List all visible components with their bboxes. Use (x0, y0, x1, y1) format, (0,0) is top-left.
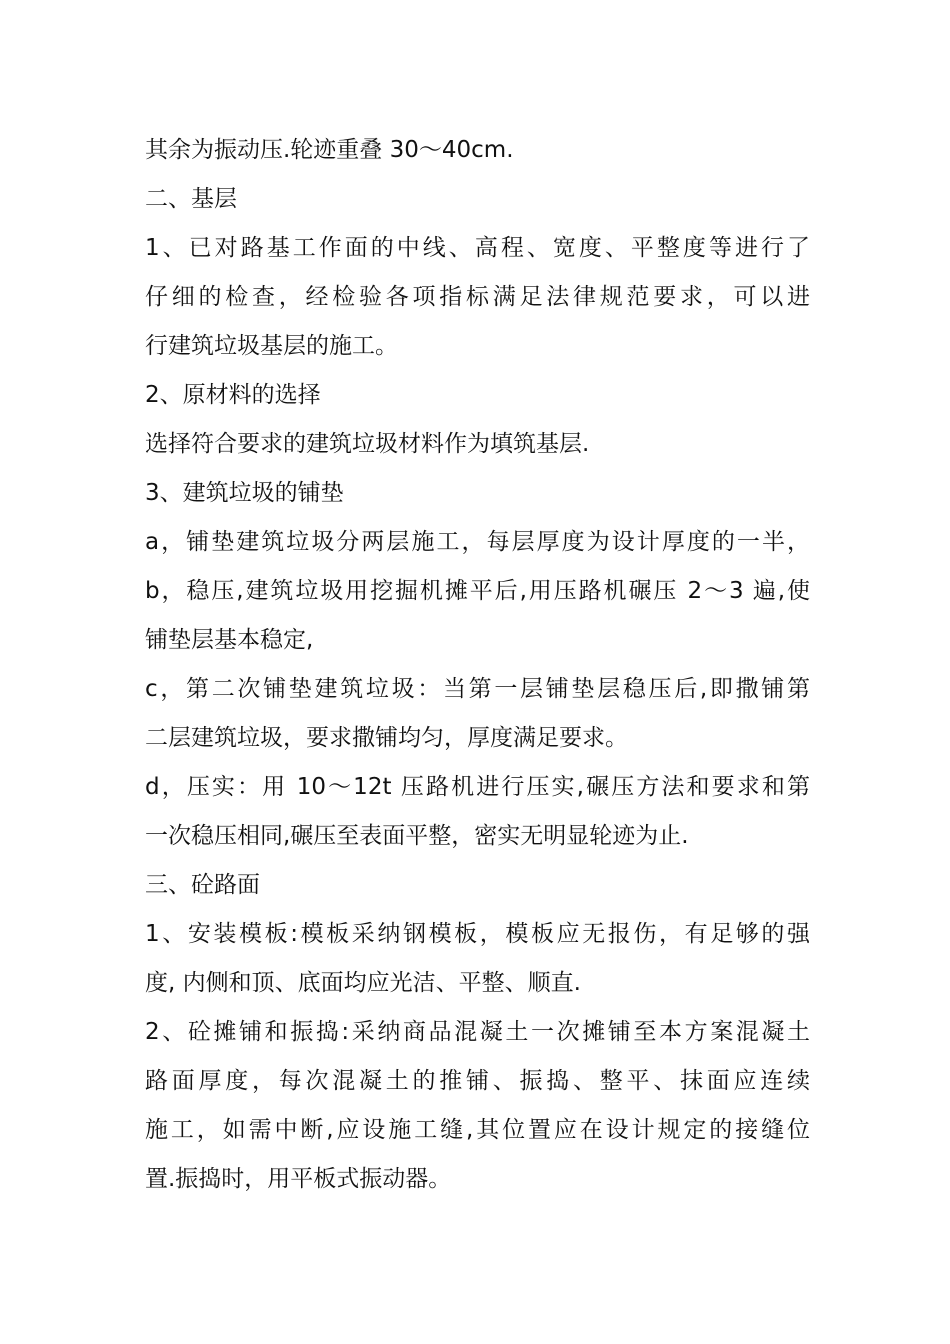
text-line-22: 置.振捣时，用平板式振动器。 (145, 1166, 452, 1192)
text-line-11: 铺垫层基本稳定, (145, 627, 314, 653)
text-line-7: 选择符合要求的建筑垃圾材料作为填筑基层. (145, 431, 590, 457)
subheading-laying: 3、建筑垃圾的铺垫 (145, 480, 344, 506)
text-line-19: 2、砼摊铺和振捣:采纳商品混凝土一次摊铺至本方案混凝土 (145, 1019, 810, 1045)
section-heading-base-layer: 二、基层 (145, 186, 237, 212)
text-line-5: 行建筑垃圾基层的施工。 (145, 333, 398, 359)
text-line-13: 二层建筑垃圾，要求撒铺均匀，厚度满足要求。 (145, 725, 628, 751)
text-line-17: 1、安装模板:模板采纳钢模板，模板应无报伤，有足够的强 (145, 921, 810, 947)
text-line-12: c，第二次铺垫建筑垃圾：当第一层铺垫层稳压后,即撒铺第 (145, 676, 810, 702)
text-line-9: a，铺垫建筑垃圾分两层施工，每层厚度为设计厚度的一半， (145, 529, 810, 555)
text-line-18: 度, 内侧和顶、底面均应光洁、平整、顺直. (145, 970, 581, 996)
text-line-3: 1、已对路基工作面的中线、高程、宽度、平整度等进行了 (145, 235, 810, 261)
text-line-20: 路面厚度，每次混凝土的推铺、振捣、整平、抹面应连续 (145, 1068, 810, 1094)
section-heading-concrete-pavement: 三、砼路面 (145, 872, 260, 898)
text-line-4: 仔细的检查，经检验各项指标满足法律规范要求，可以进 (145, 284, 810, 310)
text-line-15: 一次稳压相同,碾压至表面平整，密实无明显轮迹为止. (145, 823, 689, 849)
subheading-raw-materials: 2、原材料的选择 (145, 382, 321, 408)
text-line-14: d，压实：用 10～12t 压路机进行压实,碾压方法和要求和第 (145, 774, 810, 800)
document-body (145, 126, 810, 1204)
text-line-10: b，稳压,建筑垃圾用挖掘机摊平后,用压路机碾压 2～3 遍,使 (145, 578, 810, 604)
text-line-1: 其余为振动压.轮迹重叠 30～40cm. (145, 137, 514, 163)
text-line-21: 施工，如需中断,应设施工缝,其位置应在设计规定的接缝位 (145, 1117, 810, 1143)
